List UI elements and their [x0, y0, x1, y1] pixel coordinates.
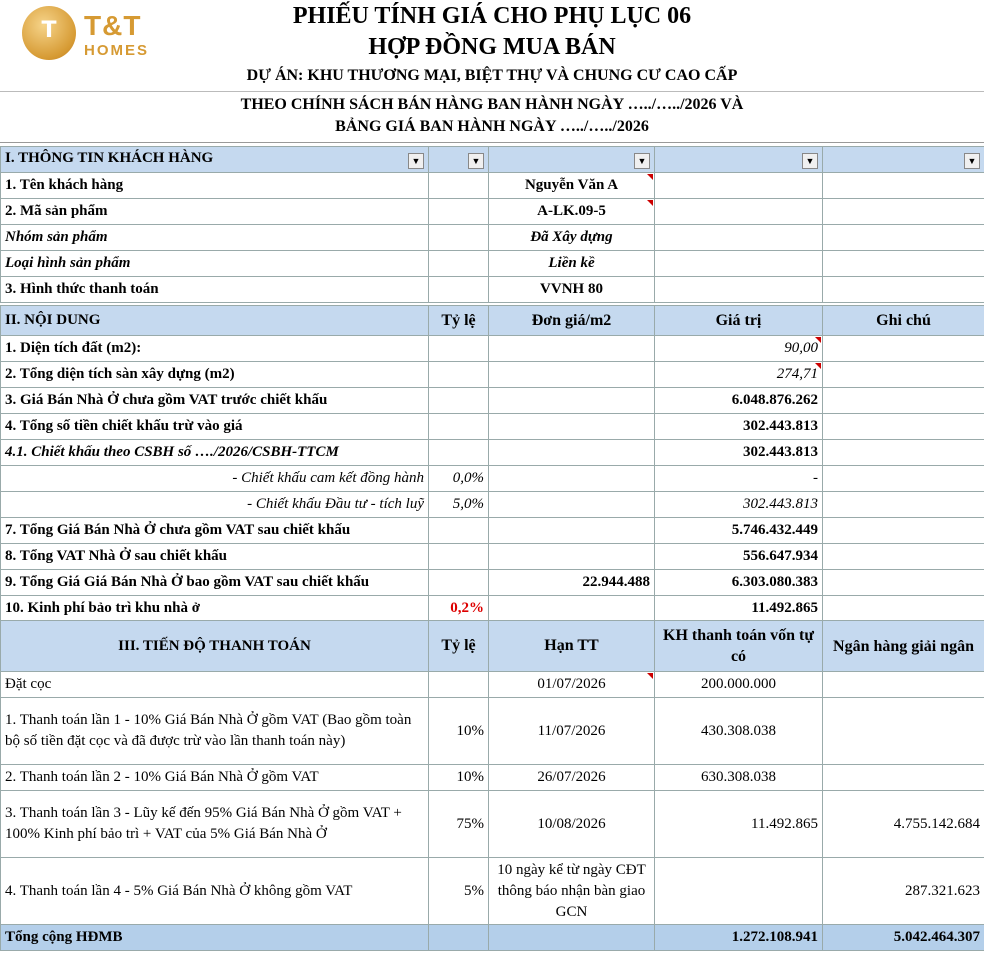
row-label: 7. Tổng Giá Bán Nhà Ở chưa gồm VAT sau chiết khấu — [1, 518, 429, 544]
value-cell[interactable]: 274,71 — [655, 362, 823, 388]
row-label: 8. Tổng VAT Nhà Ở sau chiết khấu — [1, 544, 429, 570]
row-label: 1. Thanh toán lần 1 - 10% Giá Bán Nhà Ở gồm VAT (Bao gồm toàn bộ số tiền đặt cọc và đã được trừ vào lần thanh toán này) — [1, 698, 429, 765]
value-cell[interactable]: 6.303.080.383 — [655, 570, 823, 596]
value-cell[interactable]: 302.443.813 — [655, 440, 823, 466]
due-date-cell[interactable]: 01/07/2026 — [489, 672, 655, 698]
total-bank[interactable]: 5.042.464.307 — [823, 925, 984, 951]
table-row — [1, 544, 984, 570]
project-name: DỰ ÁN: KHU THƯƠNG MẠI, BIỆT THỰ VÀ CHUNG CƯ CAO CẤP — [246, 67, 738, 84]
table-row — [1, 518, 984, 544]
bank-cell[interactable] — [823, 698, 984, 765]
own-capital-cell[interactable] — [655, 858, 823, 925]
value-cell[interactable]: 302.443.813 — [655, 414, 823, 440]
row-label: - Chiết khấu Đầu tư - tích luỹ — [1, 492, 429, 518]
row-label: 3. Giá Bán Nhà Ở chưa gồm VAT trước chiết khấu — [1, 388, 429, 414]
product-code-cell[interactable]: A-LK.09-5 — [489, 199, 655, 225]
table-row — [1, 492, 984, 518]
row-label: 4. Tổng số tiền chiết khấu trừ vào giá — [1, 414, 429, 440]
product-group-cell[interactable]: Đã Xây dựng — [489, 225, 655, 251]
table-row — [1, 570, 984, 596]
table-row — [1, 414, 984, 440]
section3-title: III. TIẾN ĐỘ THANH TOÁN — [1, 621, 429, 672]
col-bank-header: Ngân hàng giải ngân — [823, 621, 984, 672]
row-label: 2. Tổng diện tích sàn xây dựng (m2) — [1, 362, 429, 388]
table-row — [1, 698, 984, 765]
table-row — [1, 466, 984, 492]
row-label: Loại hình sản phẩm — [1, 251, 429, 277]
total-own-capital[interactable]: 1.272.108.941 — [655, 925, 823, 951]
table-row — [1, 388, 984, 414]
table-row — [1, 199, 984, 225]
table-row — [1, 440, 984, 466]
row-label: 1. Diện tích đất (m2): — [1, 336, 429, 362]
rate-cell[interactable]: 5,0% — [429, 492, 489, 518]
table-row — [1, 173, 984, 199]
own-capital-cell[interactable]: 200.000.000 — [655, 672, 823, 698]
doc-title: PHIẾU TÍNH GIÁ CHO PHỤ LỤC 06 — [292, 3, 692, 29]
rate-cell[interactable]: 0,0% — [429, 466, 489, 492]
document-header — [0, 0, 984, 143]
value-cell[interactable]: 5.746.432.449 — [655, 518, 823, 544]
row-label: 2. Thanh toán lần 2 - 10% Giá Bán Nhà Ở gồm VAT — [1, 765, 429, 791]
value-cell[interactable]: 6.048.876.262 — [655, 388, 823, 414]
content-table — [0, 305, 984, 622]
row-label: 2. Mã sản phẩm — [1, 199, 429, 225]
bank-cell[interactable]: 4.755.142.684 — [823, 791, 984, 858]
tiger-logo-icon: T — [22, 6, 76, 60]
bank-cell[interactable] — [823, 672, 984, 698]
table-row — [1, 336, 984, 362]
filter-dropdown-icon[interactable]: ▼ — [634, 153, 650, 169]
section1-header — [1, 147, 984, 173]
col-rate-header: Tỷ lệ — [429, 621, 489, 672]
row-label: Đặt cọc — [1, 672, 429, 698]
table-row — [1, 791, 984, 858]
table-row — [1, 277, 984, 303]
payment-schedule-table — [0, 620, 984, 951]
doc-subtitle: HỢP ĐỒNG MUA BÁN — [368, 34, 616, 60]
row-label: - Chiết khấu cam kết đồng hành — [1, 466, 429, 492]
own-capital-cell[interactable]: 630.308.038 — [655, 765, 823, 791]
section2-header — [1, 306, 984, 336]
col-due-header: Hạn TT — [489, 621, 655, 672]
table-row — [1, 362, 984, 388]
customer-name-cell[interactable]: Nguyễn Văn A — [489, 173, 655, 199]
table-row — [1, 765, 984, 791]
row-label: 1. Tên khách hàng — [1, 173, 429, 199]
policy-line2: BẢNG GIÁ BAN HÀNH NGÀY …../…../2026 — [335, 118, 649, 135]
filter-dropdown-icon[interactable]: ▼ — [408, 153, 424, 169]
rate-cell[interactable]: 75% — [429, 791, 489, 858]
table-row — [1, 672, 984, 698]
total-row — [1, 925, 984, 951]
payment-method-cell[interactable]: VVNH 80 — [489, 277, 655, 303]
row-label: 3. Thanh toán lần 3 - Lũy kế đến 95% Giá Bán Nhà Ở gồm VAT + 100% Kinh phí bảo trì + VAT của 5% Giá Bán Nhà Ở — [1, 791, 429, 858]
col-own-capital-header: KH thanh toán vốn tự có — [655, 621, 823, 672]
rate-cell[interactable]: 10% — [429, 698, 489, 765]
col-note-header: Ghi chú — [823, 306, 984, 336]
logo-brand-line2: HOMES — [84, 42, 150, 59]
due-date-cell[interactable]: 26/07/2026 — [489, 765, 655, 791]
row-label: 10. Kinh phí bảo trì khu nhà ở — [1, 596, 429, 622]
row-label: 4. Thanh toán lần 4 - 5% Giá Bán Nhà Ở không gồm VAT — [1, 858, 429, 925]
table-row — [1, 858, 984, 925]
filter-dropdown-icon[interactable]: ▼ — [802, 153, 818, 169]
section2-title: II. NỘI DUNG — [1, 306, 429, 336]
table-row — [1, 225, 984, 251]
col-rate-header: Tỷ lệ — [429, 306, 489, 336]
total-label: Tổng cộng HĐMB — [1, 925, 429, 951]
value-cell[interactable]: 11.492.865 — [655, 596, 823, 622]
rate-cell[interactable]: 10% — [429, 765, 489, 791]
rate-cell[interactable] — [429, 672, 489, 698]
rate-cell[interactable]: 5% — [429, 858, 489, 925]
product-type-cell[interactable]: Liền kề — [489, 251, 655, 277]
section1-title: I. THÔNG TIN KHÁCH HÀNG — [5, 150, 214, 166]
due-date-cell[interactable]: 10/08/2026 — [489, 791, 655, 858]
due-date-cell[interactable]: 11/07/2026 — [489, 698, 655, 765]
logo-brand-line1: T&T — [84, 10, 142, 41]
unit-price-cell[interactable]: 22.944.488 — [489, 570, 655, 596]
row-label: 9. Tổng Giá Giá Bán Nhà Ở bao gồm VAT sau chiết khấu — [1, 570, 429, 596]
own-capital-cell[interactable]: 11.492.865 — [655, 791, 823, 858]
filter-dropdown-icon[interactable]: ▼ — [964, 153, 980, 169]
own-capital-cell[interactable]: 430.308.038 — [655, 698, 823, 765]
col-unit-price-header: Đơn giá/m2 — [489, 306, 655, 336]
table-row — [1, 596, 984, 622]
bank-cell[interactable]: 287.321.623 — [823, 858, 984, 925]
value-cell[interactable]: 556.647.934 — [655, 544, 823, 570]
bank-cell[interactable] — [823, 765, 984, 791]
rate-cell[interactable]: 0,2% — [429, 596, 489, 622]
row-label: Nhóm sản phẩm — [1, 225, 429, 251]
value-cell[interactable]: 90,00 — [655, 336, 823, 362]
table-row — [1, 251, 984, 277]
section3-header — [1, 621, 984, 672]
value-cell[interactable]: - — [655, 466, 823, 492]
customer-info-table — [0, 146, 984, 303]
policy-line1: THEO CHÍNH SÁCH BÁN HÀNG BAN HÀNH NGÀY …../…../2026 VÀ — [240, 96, 744, 113]
filter-dropdown-icon[interactable]: ▼ — [468, 153, 484, 169]
value-cell[interactable]: 302.443.813 — [655, 492, 823, 518]
row-label: 3. Hình thức thanh toán — [1, 277, 429, 303]
row-label: 4.1. Chiết khấu theo CSBH số …./2026/CSBH-TTCM — [1, 440, 429, 466]
col-value-header: Giá trị — [655, 306, 823, 336]
due-date-cell[interactable]: 10 ngày kể từ ngày CĐT thông báo nhận bàn giao GCN — [489, 858, 655, 925]
